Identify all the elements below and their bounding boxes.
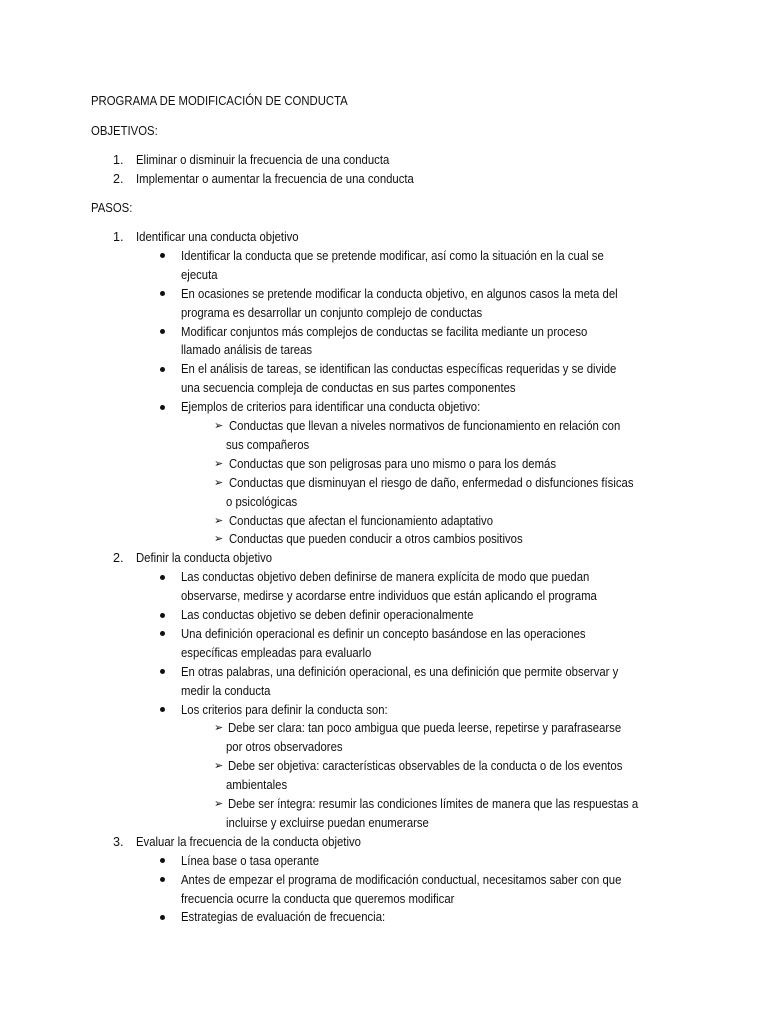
paso1-label: Identificar una conducta objetivo	[136, 230, 299, 244]
paso3-bullet-text: Línea base o tasa operante	[181, 853, 320, 868]
paso1-sub-text: Conductas que pueden conducir a otros cambios positivos	[229, 532, 523, 547]
bullet-icon	[160, 405, 165, 410]
bullet-icon	[160, 915, 165, 920]
bullet-icon	[160, 367, 165, 372]
document-title: PROGRAMA DE MODIFICACIÓN DE CONDUCTA	[91, 94, 348, 108]
arrow-bullet-icon: ➢	[214, 476, 224, 489]
paso2-bullet-text: medir la conducta	[181, 683, 271, 698]
paso2-bullet-text: Las conductas objetivo se deben definir operacionalmente	[181, 608, 474, 622]
arrow-bullet-icon: ➢	[214, 420, 224, 432]
paso2-bullet-text: Una definición operacional es definir un concepto basándose en las operaciones	[181, 626, 586, 641]
paso2-sub-text: Debe ser objetiva: características observables de la conducta o de los eventos	[228, 759, 623, 774]
arrow-bullet-icon: ➢	[214, 722, 224, 735]
paso2-bullet-text: En otras palabras, una definición operacional, es una definición que permite observar y	[181, 664, 619, 679]
paso2-sub-text: ambientales	[226, 778, 288, 793]
bullet-icon	[160, 575, 165, 580]
paso1-sub-text: Conductas que son peligrosas para uno mismo o para los demás	[229, 456, 556, 471]
bullet-icon	[160, 707, 165, 712]
objetivo-item: Implementar o aumentar la frecuencia de una conducta	[136, 172, 414, 186]
objetivos-heading: OBJETIVOS:	[91, 124, 158, 138]
list-number: 2.	[113, 551, 124, 566]
arrow-bullet-icon: ➢	[214, 514, 224, 527]
arrow-bullet-icon: ➢	[214, 798, 224, 810]
paso1-sub-text: sus compañeros	[226, 437, 310, 452]
paso3-bullet-text: Antes de empezar el programa de modificación conductual, necesitamos saber con que	[181, 872, 622, 887]
arrow-bullet-icon: ➢	[214, 533, 224, 546]
paso2-bullet-text: Las conductas objetivo deben definirse de manera explícita de modo que puedan	[181, 570, 590, 585]
paso2-sub-text: por otros observadores	[226, 740, 343, 755]
bullet-icon	[160, 291, 165, 296]
bullet-icon	[160, 631, 165, 636]
paso3-bullet-text: frecuencia ocurre la conducta que queremos modificar	[181, 891, 455, 906]
bullet-icon	[160, 669, 165, 674]
bullet-icon	[160, 329, 165, 334]
list-number: 1.	[113, 153, 124, 167]
pasos-heading: PASOS:	[91, 201, 133, 215]
paso1-bullet-text: Modificar conjuntos más complejos de conductas se facilita mediante un proceso	[181, 324, 588, 339]
bullet-icon	[160, 253, 165, 258]
list-number: 1.	[113, 230, 124, 244]
paso1-bullet-text: Ejemplos de criterios para identificar una conducta objetivo:	[181, 400, 481, 415]
paso1-bullet-text: programa es desarrollar un conjunto complejo de conductas	[181, 305, 483, 320]
paso1-sub-text: o psicológicas	[226, 494, 298, 509]
list-number: 2.	[113, 172, 124, 186]
paso3-label: Evaluar la frecuencia de la conducta objetivo	[136, 834, 361, 849]
paso2-sub-text: incluirse y excluirse puedan enumerarse	[226, 815, 429, 830]
paso2-sub-text: Debe ser clara: tan poco ambigua que pueda leerse, repetirse y parafrasearse	[228, 721, 622, 736]
paso1-bullet-text: ejecuta	[181, 267, 218, 282]
objetivo-item: Eliminar o disminuir la frecuencia de una conducta	[136, 153, 390, 167]
bullet-icon	[160, 858, 165, 863]
paso1-bullet-text: Identificar la conducta que se pretende modificar, así como la situación en la cual se	[181, 248, 604, 263]
paso1-bullet-text: llamado análisis de tareas	[181, 343, 313, 358]
paso2-sub-text: Debe ser íntegra: resumir las condiciones límites de manera que las respuestas a	[228, 797, 639, 811]
bullet-icon	[160, 613, 165, 618]
arrow-bullet-icon: ➢	[214, 760, 224, 773]
list-number: 3.	[113, 834, 124, 849]
paso1-bullet-text: una secuencia compleja de conductas en sus partes componentes	[181, 381, 516, 396]
paso2-label: Definir la conducta objetivo	[136, 551, 273, 566]
paso1-sub-text: Conductas que disminuyan el riesgo de daño, enfermedad o disfunciones físicas	[229, 475, 634, 490]
paso2-bullet-text: específicas empleadas para evaluarlo	[181, 645, 372, 660]
paso1-bullet-text: En el análisis de tareas, se identifican las conductas específicas requeridas y se divide	[181, 362, 617, 377]
paso1-sub-text: Conductas que llevan a niveles normativos de funcionamiento en relación con	[229, 419, 621, 433]
paso2-bullet-text: observarse, medirse y acordarse entre individuos que están aplicando el programa	[181, 589, 597, 604]
arrow-bullet-icon: ➢	[214, 457, 224, 470]
paso1-bullet-text: En ocasiones se pretende modificar la conducta objetivo, en algunos casos la meta del	[181, 286, 618, 301]
paso3-bullet-text: Estrategias de evaluación de frecuencia:	[181, 910, 386, 925]
paso1-sub-text: Conductas que afectan el funcionamiento adaptativo	[229, 513, 494, 528]
bullet-icon	[160, 877, 165, 882]
paso2-bullet-text: Los criterios para definir la conducta son:	[181, 702, 388, 717]
